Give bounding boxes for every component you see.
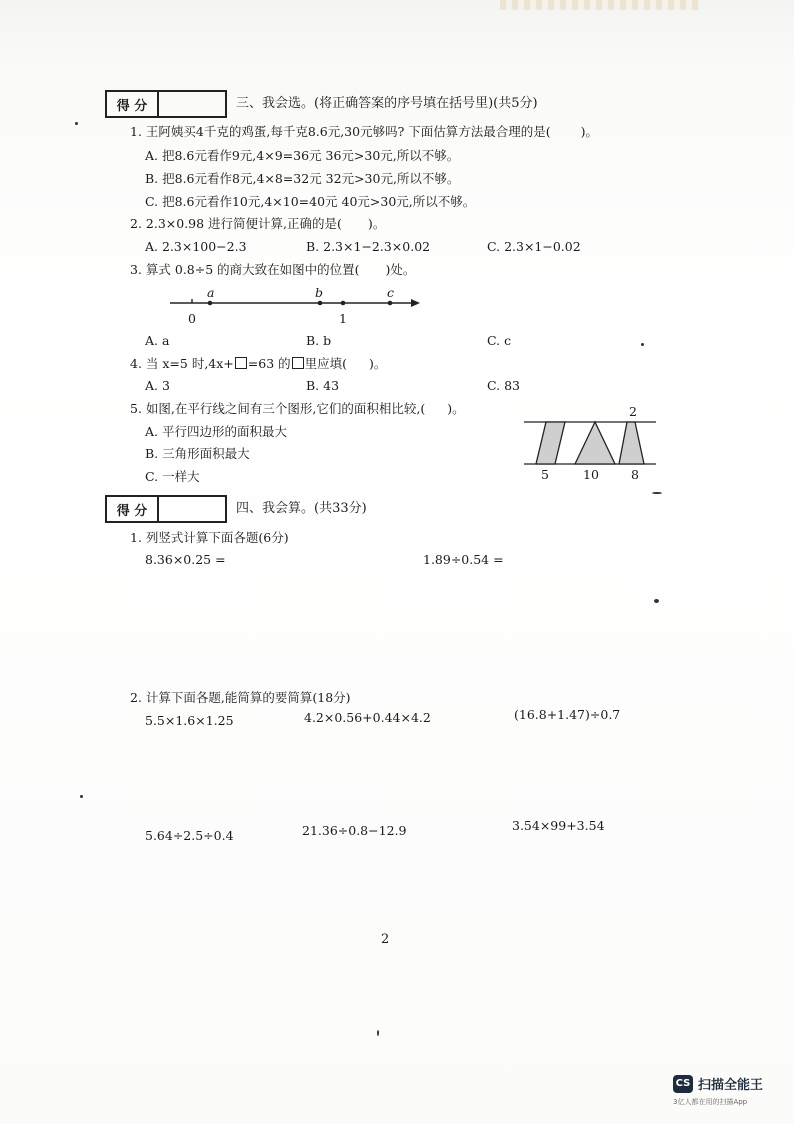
label-b: b [315, 285, 324, 300]
point-b [318, 301, 323, 306]
point-a [208, 301, 213, 306]
parallel-lines-figure [522, 418, 662, 468]
tick-one-dot [341, 301, 346, 306]
top-edge-stain [500, 0, 700, 10]
q5-stem: 5. 如图,在平行线之间有三个图形,它们的面积相比较,( )。 [130, 401, 465, 416]
q5-option-c: C. 一样大 [145, 469, 200, 484]
fig-label-trapezoid-base: 8 [631, 467, 639, 482]
q3-option-b: B. b [306, 333, 332, 348]
page-number: 2 [381, 932, 390, 947]
part1-title: 1. 列竖式计算下面各题(6分) [130, 530, 289, 545]
q1-option-b: B. 把8.6元看作8元,4×8=32元 32元>30元,所以不够。 [145, 171, 460, 186]
q4-option-a: A. 3 [145, 378, 170, 393]
part2-item-5: 21.36÷0.8−12.9 [302, 823, 407, 838]
blank-square-icon [235, 357, 247, 369]
score-blank [159, 497, 225, 521]
q2-stem: 2. 2.3×0.98 进行简便计算,正确的是( )。 [130, 216, 386, 231]
section4-heading: 四、我会算。(共33分) [236, 501, 367, 516]
triangle-shape [575, 422, 615, 464]
q5-option-b: B. 三角形面积最大 [145, 446, 250, 461]
tick-label-zero: 0 [188, 311, 196, 326]
score-blank [159, 92, 225, 116]
parallelogram-shape [536, 422, 565, 464]
number-line-arrow [411, 299, 420, 307]
scanner-logo [673, 1074, 763, 1093]
q1-option-a: A. 把8.6元看作9元,4×9=36元 36元>30元,所以不够。 [145, 148, 460, 163]
score-box-section4 [105, 495, 227, 523]
q5-option-a: A. 平行四边形的面积最大 [145, 424, 287, 439]
number-line-figure [165, 284, 425, 324]
score-label: 得 分 [107, 92, 159, 116]
section3-heading: 三、我会选。(将正确答案的序号填在括号里)(共5分) [236, 96, 538, 111]
scan-speck [75, 122, 78, 125]
scan-speck [80, 795, 83, 798]
fig-label-triangle-base: 10 [583, 467, 599, 482]
q2-option-c: C. 2.3×1−0.02 [487, 239, 581, 254]
fig-label-top: 2 [629, 404, 637, 419]
part2-title: 2. 计算下面各题,能简算的要简算(18分) [130, 690, 351, 705]
scan-speck [654, 599, 659, 603]
label-a: a [207, 285, 215, 300]
scanner-tagline: 3亿人都在用的扫描App [673, 1098, 748, 1106]
blank-square-icon [292, 357, 304, 369]
scan-speck [641, 343, 644, 346]
part2-item-1: 5.5×1.6×1.25 [145, 713, 234, 728]
q3-stem: 3. 算式 0.8÷5 的商大致在如图中的位置( )处。 [130, 262, 416, 277]
q2-option-b: B. 2.3×1−2.3×0.02 [306, 239, 431, 254]
scanner-name: 扫描全能王 [698, 1078, 764, 1093]
q4-stem: 4. 当 x=5 时,4x+ =63 的 里应填( )。 [130, 356, 387, 371]
score-label: 得 分 [107, 497, 159, 521]
part2-item-3: (16.8+1.47)÷0.7 [514, 707, 621, 722]
q4-option-c: C. 83 [487, 378, 520, 393]
q3-option-a: A. a [145, 333, 170, 348]
scan-speck [652, 492, 662, 494]
part1-item-1: 8.36×0.25 = [145, 552, 226, 567]
fig-label-parallelogram-base: 5 [541, 467, 549, 482]
q2-option-a: A. 2.3×100−2.3 [145, 239, 247, 254]
q1-option-c: C. 把8.6元看作10元,4×10=40元 40元>30元,所以不够。 [145, 194, 476, 209]
part2-item-4: 5.64÷2.5÷0.4 [145, 828, 234, 843]
q1-stem: 1. 王阿姨买4千克的鸡蛋,每千克8.6元,30元够吗? 下面估算方法最合理的是( )。 [130, 124, 599, 139]
label-c: c [387, 285, 395, 300]
q4-option-b: B. 43 [306, 378, 340, 393]
scan-speck [377, 1030, 379, 1036]
q3-option-c: C. c [487, 333, 512, 348]
tick-label-one: 1 [339, 311, 347, 326]
point-c [388, 301, 393, 306]
part1-item-2: 1.89÷0.54 = [423, 552, 504, 567]
cs-badge: CS [673, 1075, 693, 1093]
part2-item-6: 3.54×99+3.54 [512, 818, 605, 833]
score-box-section3 [105, 90, 227, 118]
part2-item-2: 4.2×0.56+0.44×4.2 [304, 710, 431, 725]
trapezoid-shape [619, 422, 644, 464]
